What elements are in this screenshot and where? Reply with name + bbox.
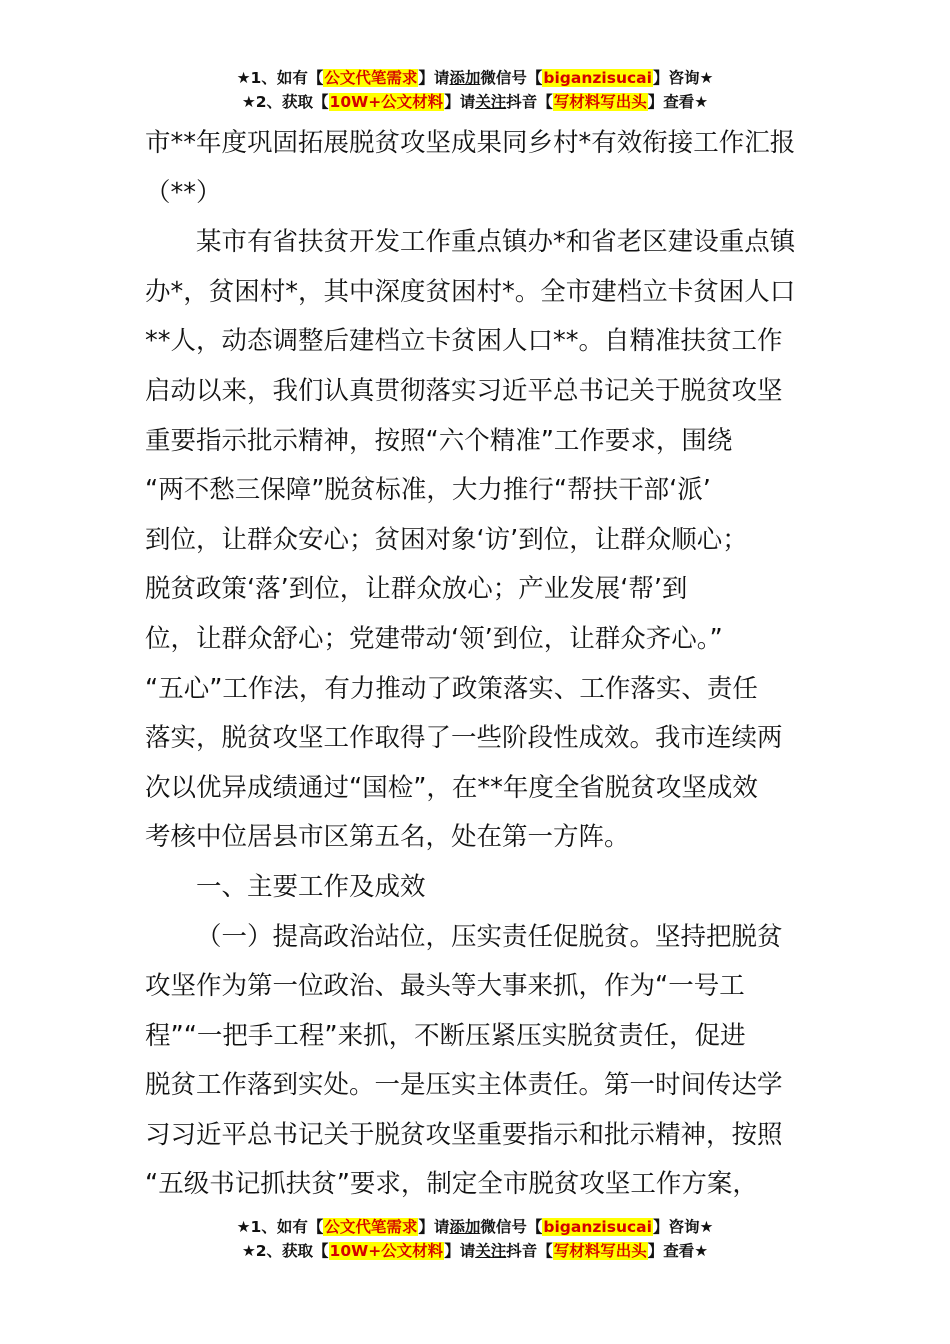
- document-body: [145, 119, 810, 1210]
- promo-line-1: ★1、如有【公文代笔需求】请添加微信号【biganzisucai】咨询★: [236, 1218, 714, 1236]
- paragraph-line: 程”“一把手工程”来抓，不断压紧压实脱贫责任，促进: [145, 1020, 746, 1051]
- paragraph-line: “两不愁三保障”脱贫标准，大力推行“帮扶干部‘派’: [145, 475, 711, 506]
- paragraph-line: 脱贫工作落到实处。一是压实主体责任。第一时间传达学: [145, 1070, 783, 1101]
- paragraph-line: 脱贫政策‘落’到位，让群众放心；产业发展‘帮’到: [145, 574, 688, 605]
- highlight-service: 公文代笔需求: [324, 69, 418, 87]
- paragraph-line: 攻坚作为第一位政治、最头等大事来抓，作为“一号工: [145, 971, 745, 1002]
- paragraph-line: 次以优异成绩通过“国检”，在**年度全省脱贫攻坚成效: [145, 772, 758, 803]
- document-title: 市**年度巩固拓展脱贫攻坚成果同乡村*有效衔接工作汇报: [145, 128, 796, 158]
- paragraph-line: “五心”工作法，有力推动了政策落实、工作落实、责任: [145, 673, 758, 704]
- paragraph-line: 落实，脱贫攻坚工作取得了一些阶段性成效。我市连续两: [145, 723, 783, 754]
- paragraph-line: （一）提高政治站位，压实责任促脱贫。坚持把脱贫: [196, 921, 783, 952]
- document-title-suffix: （**）: [145, 177, 222, 208]
- promo-line-1: ★1、如有【公文代笔需求】请添加微信号【biganzisucai】咨询★: [236, 69, 714, 87]
- highlight-service: 公文代笔需求: [324, 1218, 418, 1236]
- paragraph-line: 某市有省扶贫开发工作重点镇办*和省老区建设重点镇: [196, 227, 796, 258]
- promo-line-2: ★2、获取【10W+公文材料】请关注抖音【写材料写出头】查看★: [241, 1242, 709, 1260]
- paragraph-line: 办*，贫困村*，其中深度贫困村*。全市建档立卡贫困人口: [145, 276, 796, 307]
- highlight-wechat-id: biganzisucai: [543, 1218, 652, 1236]
- highlight-materials: 10W+公文材料: [329, 93, 444, 111]
- paragraph-line: 重要指示批示精神，按照“六个精准”工作要求，围绕: [145, 425, 733, 456]
- paragraph-line: 考核中位居县市区第五名，处在第一方阵。: [145, 822, 630, 853]
- promo-banner-top: [0, 66, 950, 114]
- highlight-douyin: 写材料写出头: [553, 93, 647, 111]
- paragraph-line: 习习近平总书记关于脱贫攻坚重要指示和批示精神，按照: [145, 1119, 783, 1150]
- promo-line-2: ★2、获取【10W+公文材料】请关注抖音【写材料写出头】查看★: [241, 93, 709, 111]
- paragraph-line: 到位，让群众安心；贫困对象‘访’到位，让群众顺心；: [145, 524, 748, 555]
- highlight-materials: 10W+公文材料: [329, 1242, 444, 1260]
- highlight-wechat-id: biganzisucai: [543, 69, 652, 87]
- highlight-douyin: 写材料写出头: [553, 1242, 647, 1260]
- paragraph-line: **人，动态调整后建档立卡贫困人口**。自精准扶贫工作: [145, 326, 783, 357]
- paragraph-line: 启动以来，我们认真贯彻落实习近平总书记关于脱贫攻坚: [145, 375, 783, 406]
- promo-banner-bottom: [0, 1215, 950, 1263]
- paragraph-line: “五级书记抓扶贫”要求，制定全市脱贫攻坚工作方案，: [145, 1169, 758, 1200]
- section-heading: 一、主要工作及成效: [196, 871, 426, 902]
- paragraph-line: 位，让群众舒心；党建带动‘领’到位，让群众齐心。”: [145, 623, 723, 654]
